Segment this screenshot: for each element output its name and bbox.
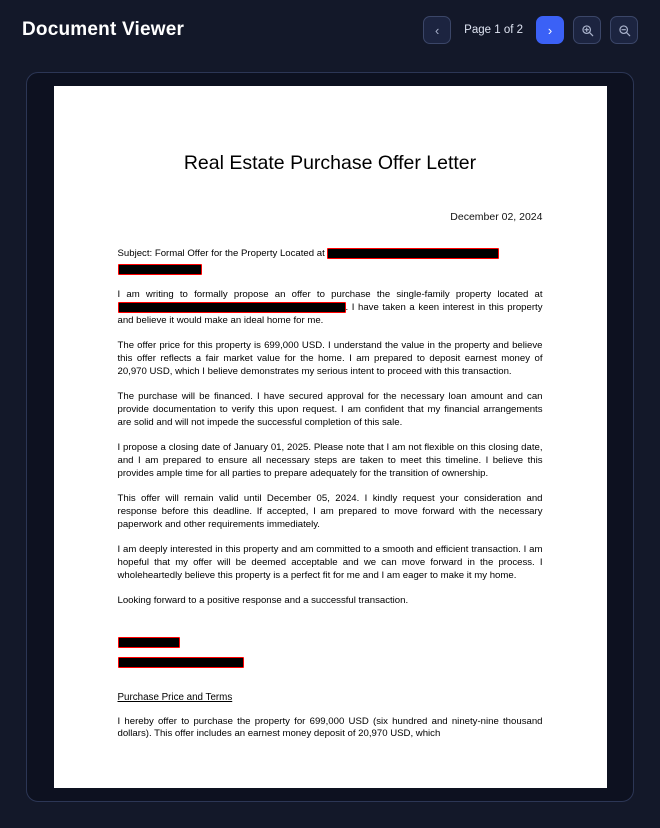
- redaction-block: [118, 264, 202, 275]
- prev-page-button[interactable]: [423, 16, 451, 44]
- paragraph: I propose a closing date of January 01, 2025. Please note that I am not flexible on this closing date, and I am prepared to ensure all necessary steps are taken to meet this timeline. I believe this provides ample time for all parties to prepare adequately for the transition of ownership.: [117, 442, 543, 479]
- redaction-block: [327, 248, 499, 259]
- redaction-block: [118, 657, 244, 668]
- paragraph-text: I am writing to formally propose an offer to purchase the single-family property located at: [117, 289, 543, 301]
- subject-label: Subject: Formal Offer for the Property Located at: [117, 248, 325, 259]
- paragraph: Looking forward to a positive response and a successful transaction.: [117, 595, 409, 607]
- document-canvas[interactable]: [26, 72, 634, 802]
- paragraph: The offer price for this property is 699,000 USD. I understand the value in the property and believe this offer reflects a fair market value for the home. I am prepared to deposit earnest money of 20,970 USD, which I believe demonstrates my serious intent to proceed with this transaction.: [117, 340, 543, 377]
- paragraph: I am deeply interested in this property and am committed to a smooth and efficient transaction. I am hopeful that my offer will be deemed acceptable and we can move forward in the process. I wholeheartedly believe this property is a perfect fit for me and I am eager to make it my home.: [117, 544, 543, 581]
- page-indicator: Page 1 of 2: [464, 24, 523, 36]
- redaction-block: [118, 302, 346, 313]
- paragraph: The purchase will be financed. I have secured approval for the necessary loan amount and can provide documentation to verify this upon request. I am confident that my financial arrangements are solid and will not impede the successful completion of this sale.: [117, 391, 543, 428]
- paragraph: I hereby offer to purchase the property for 699,000 USD (six hundred and ninety-nine thousand dollars). This offer includes an earnest money deposit of 20,970 USD, which: [117, 715, 543, 740]
- document-date: December 02, 2024: [450, 211, 543, 223]
- document-page: [54, 86, 607, 788]
- chevron-left-icon: ‹: [435, 22, 440, 38]
- document-title: Real Estate Purchase Offer Letter: [183, 152, 477, 174]
- paragraph: This offer will remain valid until December 05, 2024. I kindly request your consideration and response before this deadline. If accepted, I am prepared to move forward with the necessary paperwork and other requirements immediately.: [117, 493, 543, 530]
- subject-line: [118, 247, 543, 276]
- chevron-right-icon: ›: [547, 22, 553, 38]
- redaction-block: [118, 637, 180, 648]
- zoom-out-icon: [618, 24, 631, 37]
- paragraph: [118, 289, 543, 327]
- zoom-in-icon: [581, 24, 594, 37]
- zoom-in-button[interactable]: [573, 16, 601, 44]
- toolbar: [0, 0, 660, 60]
- next-page-button[interactable]: [536, 16, 564, 44]
- paragraph-text: . I have taken a keen interest in this property and believe it would make an ideal home for me.: [117, 302, 543, 326]
- section-heading: Purchase Price and Terms: [117, 691, 233, 703]
- app-title: Document Viewer: [22, 19, 185, 40]
- toolbar-controls: [423, 16, 638, 44]
- zoom-out-button[interactable]: [610, 16, 638, 44]
- signature-block: [118, 634, 543, 670]
